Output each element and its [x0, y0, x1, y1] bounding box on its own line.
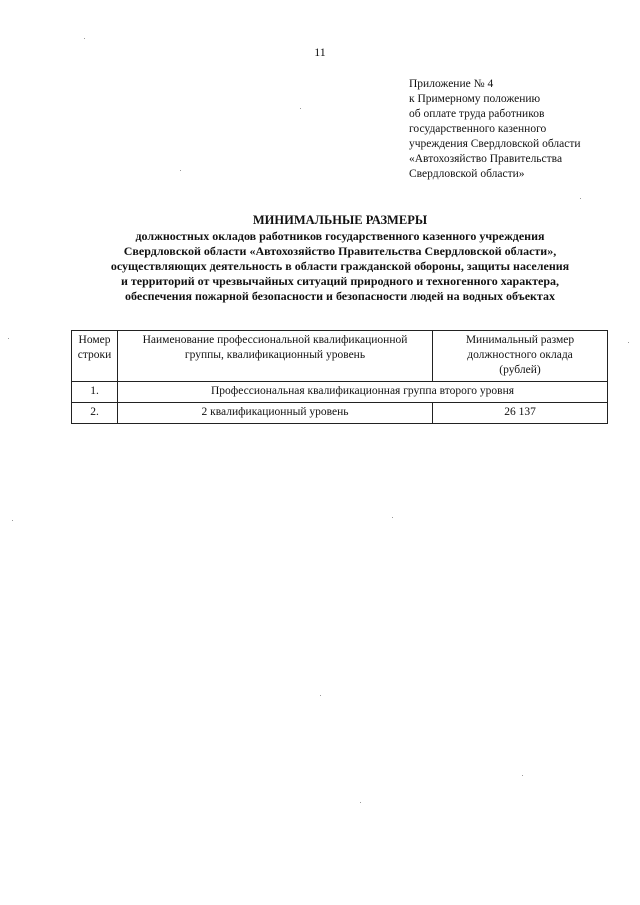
scan-speck: [628, 342, 629, 343]
row-number-cell: 2.: [72, 403, 118, 424]
appendix-line: учреждения Свердловской области: [409, 138, 581, 150]
header-row-number: Номер строки: [72, 331, 118, 382]
salary-table: [71, 330, 608, 424]
appendix-line: Приложение № 4: [409, 78, 494, 90]
appendix-line: об оплате труда работников: [409, 108, 545, 120]
scan-speck: [360, 802, 361, 803]
table-row: [72, 403, 608, 424]
header-group-name: Наименование профессиональной квалификационной группы, квалификационный уровень: [118, 331, 433, 382]
document-title: [60, 213, 620, 304]
row-number-cell: 1.: [72, 382, 118, 403]
title-line: должностных окладов работников государственного казенного учреждения: [135, 229, 545, 243]
appendix-line: к Примерному положению: [409, 93, 541, 105]
appendix-line: «Автохозяйство Правительства: [409, 153, 563, 165]
appendix-line: Свердловской области»: [409, 168, 525, 180]
appendix-line: государственного казенного: [409, 123, 547, 135]
title-line: обеспечения пожарной безопасности и безопасности людей на водных объектах: [125, 289, 555, 303]
title-line: осуществляющих деятельность в области гражданской обороны, защиты населения: [110, 259, 570, 273]
scan-speck: [320, 695, 321, 696]
table-row: [72, 382, 608, 403]
title-line: и территорий от чрезвычайных ситуаций природного и техногенного характера,: [120, 274, 560, 288]
title-main: МИНИМАЛЬНЫЕ РАЗМЕРЫ: [252, 213, 428, 227]
scan-speck: [392, 517, 393, 518]
level-name-cell: 2 квалификационный уровень: [118, 403, 433, 424]
scan-speck: [12, 520, 13, 521]
salary-value-cell: 26 137: [433, 403, 608, 424]
appendix-block: [409, 77, 629, 182]
scan-speck: [300, 108, 301, 109]
scan-speck: [8, 338, 9, 339]
scan-speck: [180, 170, 181, 171]
group-name-cell: Профессиональная квалификационная группа второго уровня: [118, 382, 608, 403]
scan-speck: [580, 198, 581, 199]
scan-speck: [84, 38, 85, 39]
scan-speck: [522, 775, 523, 776]
table-header-row: [72, 331, 608, 382]
header-min-salary: Минимальный размер должностного оклада (рублей): [433, 331, 608, 382]
page-number: 11: [314, 45, 326, 59]
title-line: Свердловской области «Автохозяйство Правительства Свердловской области»,: [123, 244, 557, 258]
